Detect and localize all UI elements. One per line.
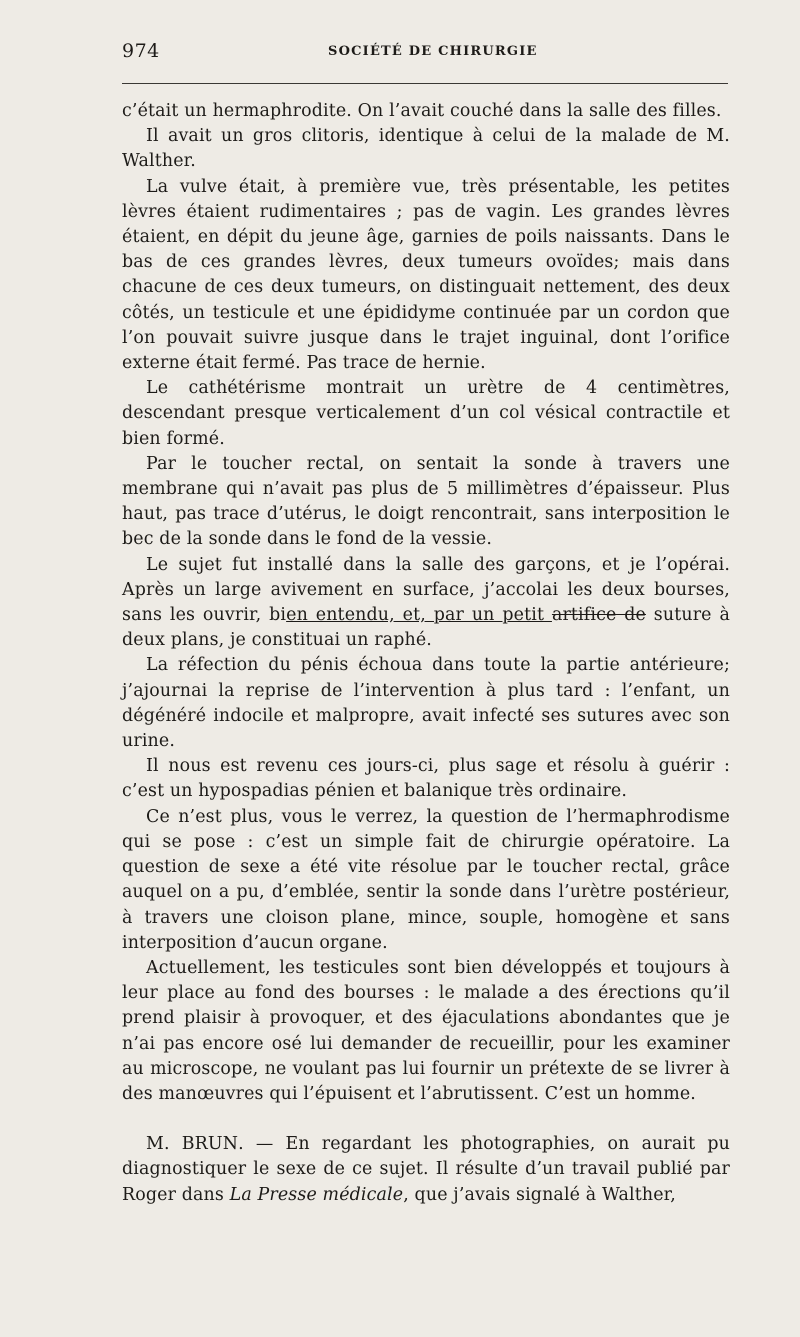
speaker-name-initial: M. B	[146, 1134, 195, 1155]
underlined-text: en entendu, et, par un petit	[286, 605, 552, 626]
text-run: . — En regardant les photographies, on aurait pu diagnostiquer le sexe de ce sujet. Il résulte d’un travail publié par Roger dans	[122, 1134, 730, 1205]
running-title: SOCIÉTÉ DE CHIRURGIE	[328, 44, 538, 59]
paragraph: Il nous est revenu ces jours-ci, plus sage et résolu à guérir : c’est un hypospadias pénien et balanique très ordinaire.	[122, 756, 730, 802]
paragraph: Par le toucher rectal, on sentait la sonde à travers une membrane qui n’avait pas plus de 5 millimètres d’épaisseur. Plus haut, pas trace d’utérus, le doigt rencontrait, sans interposition le bec de la sonde dans le fond de la vessie.	[122, 453, 730, 550]
speaker-name-rest: RUN	[194, 1134, 239, 1155]
paragraph: Il avait un gros clitoris, identique à celui de la malade de M. Walther.	[122, 126, 730, 172]
text-run: , que j’avais signalé à Walther,	[403, 1184, 676, 1205]
paragraph: Le cathétérisme montrait un urètre de 4 centimètres, descendant presque verticalement d’un col vésical contractile et bien formé.	[122, 378, 730, 449]
speaker-paragraph	[122, 1132, 730, 1208]
journal-title: La Presse médicale	[229, 1184, 404, 1205]
struck-text: artifice de	[551, 605, 646, 626]
paragraph	[122, 553, 730, 654]
page-number: 974	[122, 40, 160, 62]
paragraph: Ce n’est plus, vous le verrez, la question de l’hermaphrodisme qui se pose : c’est un simple fait de chirurgie opératoire. La question de sexe a été vite résolue par le toucher rectal, grâce auquel on a pu, d’emblée, sentir la sonde dans l’urètre postérieur, à travers une cloison plane, mince, souple, homogène et sans interposition d’aucun organe.	[122, 806, 730, 953]
text-run: suture à deux plans, je constituai un raphé.	[122, 605, 730, 651]
page-header	[122, 40, 730, 70]
paragraph: Actuellement, les testicules sont bien développés et toujours à leur place au fond des bourses : le malade a des érections qu’il prend plaisir à provoquer, et des éjaculations abondantes que je n’ai pas encore osé lui demander de recueillir, pour les examiner au microscope, ne voulant pas lui fournir un prétexte de se livrer à des manœuvres qui l’épuisent et l’abrutissent. C’est un homme.	[122, 957, 730, 1104]
body-text	[122, 99, 730, 1208]
paragraph: c’était un hermaphrodite. On l’avait couché dans la salle des filles.	[122, 101, 722, 121]
text-run: Le sujet fut installé dans la salle des garçons, et je l’opérai. Après un large avivement en surface, j’accolai les deux bourses, sans les ouvrir, bi	[122, 554, 730, 626]
paragraph: La vulve était, à première vue, très présentable, les petites lèvres étaient rudimentaires ; pas de vagin. Les grandes lèvres étaient, en dépit du jeune âge, garnies de poils naissants. Dans le bas de ces grandes lèvres, deux tumeurs ovoïdes; mais dans chacune de ces deux tumeurs, on distinguait nettement, des deux côtés, un testicule et une épididyme continuée par un cordon que l’on pouvait suivre jusque dans le trajet inguinal, dont l’orifice externe était fermé. Pas trace de hernie.	[122, 176, 730, 374]
header-rule	[122, 83, 728, 84]
paragraph: La réfection du pénis échoua dans toute la partie antérieure; j’ajournai la reprise de l’intervention à plus tard : l’enfant, un dégénéré indocile et malpropre, avait infecté ses sutures avec son urine.	[122, 655, 730, 752]
